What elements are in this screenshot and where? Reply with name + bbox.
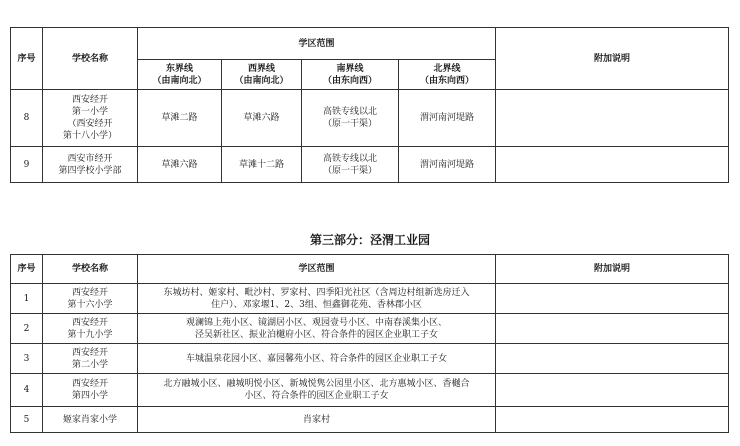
row-note	[496, 90, 729, 147]
row-note	[496, 147, 729, 183]
header-school: 学校名称	[43, 28, 138, 90]
part3-title: 第三部分：泾渭工业园	[309, 233, 430, 247]
header-district: 学区范围	[138, 255, 496, 284]
row-index: 4	[11, 374, 43, 407]
row-school: 西安经开 第一小学 （西安经开 第十八小学）	[43, 90, 138, 147]
row-note	[496, 284, 729, 314]
row-south: 高铁专线以北 （原一干渠）	[302, 90, 399, 147]
row-index: 9	[11, 147, 43, 183]
table-row	[11, 284, 729, 314]
row-school: 西安经开 第十六小学	[43, 284, 138, 314]
row-note	[496, 374, 729, 407]
row-note	[496, 314, 729, 344]
row-district: 东城坊村、姬家村、毗沙村、罗家村、四季阳光社区（含周边村组新选房迁入 住户）、邓家堰1、2、3组、恒鑫御花苑、香林郡小区	[138, 284, 496, 314]
table-row	[11, 407, 729, 433]
row-north: 渭河南河堤路	[399, 90, 496, 147]
table-row	[11, 374, 729, 407]
row-district: 肖家村	[138, 407, 496, 433]
row-west: 草滩十二路	[222, 147, 302, 183]
row-note	[496, 407, 729, 433]
row-district: 北方融城小区、融城明悦小区、新城悦隽公园里小区、北方惠城小区、香樾合 小区、符合条件的园区企业职工子女	[138, 374, 496, 407]
row-index: 3	[11, 344, 43, 374]
header-note: 附加说明	[496, 255, 729, 284]
school-district-table-2	[10, 254, 729, 433]
row-school: 西安经开 第四小学	[43, 374, 138, 407]
header-index: 序号	[11, 255, 43, 284]
header-note: 附加说明	[496, 28, 729, 90]
table-row	[11, 147, 729, 183]
header-index: 序号	[11, 28, 43, 90]
row-west: 草滩六路	[222, 90, 302, 147]
header-north: 北界线 （由东向西）	[399, 60, 496, 90]
row-index: 1	[11, 284, 43, 314]
header-district: 学区范围	[138, 28, 496, 60]
row-east: 草滩二路	[138, 90, 222, 147]
row-school: 西安市经开 第四学校小学部	[43, 147, 138, 183]
table-row	[11, 90, 729, 147]
row-east: 草滩六路	[138, 147, 222, 183]
table-row	[11, 344, 729, 374]
row-south: 高铁专线以北 （原一干渠）	[302, 147, 399, 183]
row-school: 西安经开 第二小学	[43, 344, 138, 374]
header-west: 西界线 （由南向北）	[222, 60, 302, 90]
row-school: 西安经开 第十九小学	[43, 314, 138, 344]
row-note	[496, 344, 729, 374]
row-school: 姬家肖家小学	[43, 407, 138, 433]
header-east: 东界线 （由南向北）	[138, 60, 222, 90]
header-school: 学校名称	[43, 255, 138, 284]
table-row	[11, 314, 729, 344]
row-district: 观澜锦上苑小区、镜湖居小区、观园壹号小区、中南春溪集小区、 泾吴新社区、振业泊樾府小区、符合条件的园区企业职工子女	[138, 314, 496, 344]
row-index: 8	[11, 90, 43, 147]
row-district: 车城温泉花园小区、嘉园馨苑小区、符合条件的园区企业职工子女	[138, 344, 496, 374]
row-index: 5	[11, 407, 43, 433]
school-district-table-1	[10, 27, 729, 183]
row-index: 2	[11, 314, 43, 344]
header-south: 南界线 （由东向西）	[302, 60, 399, 90]
row-north: 渭河南河堤路	[399, 147, 496, 183]
